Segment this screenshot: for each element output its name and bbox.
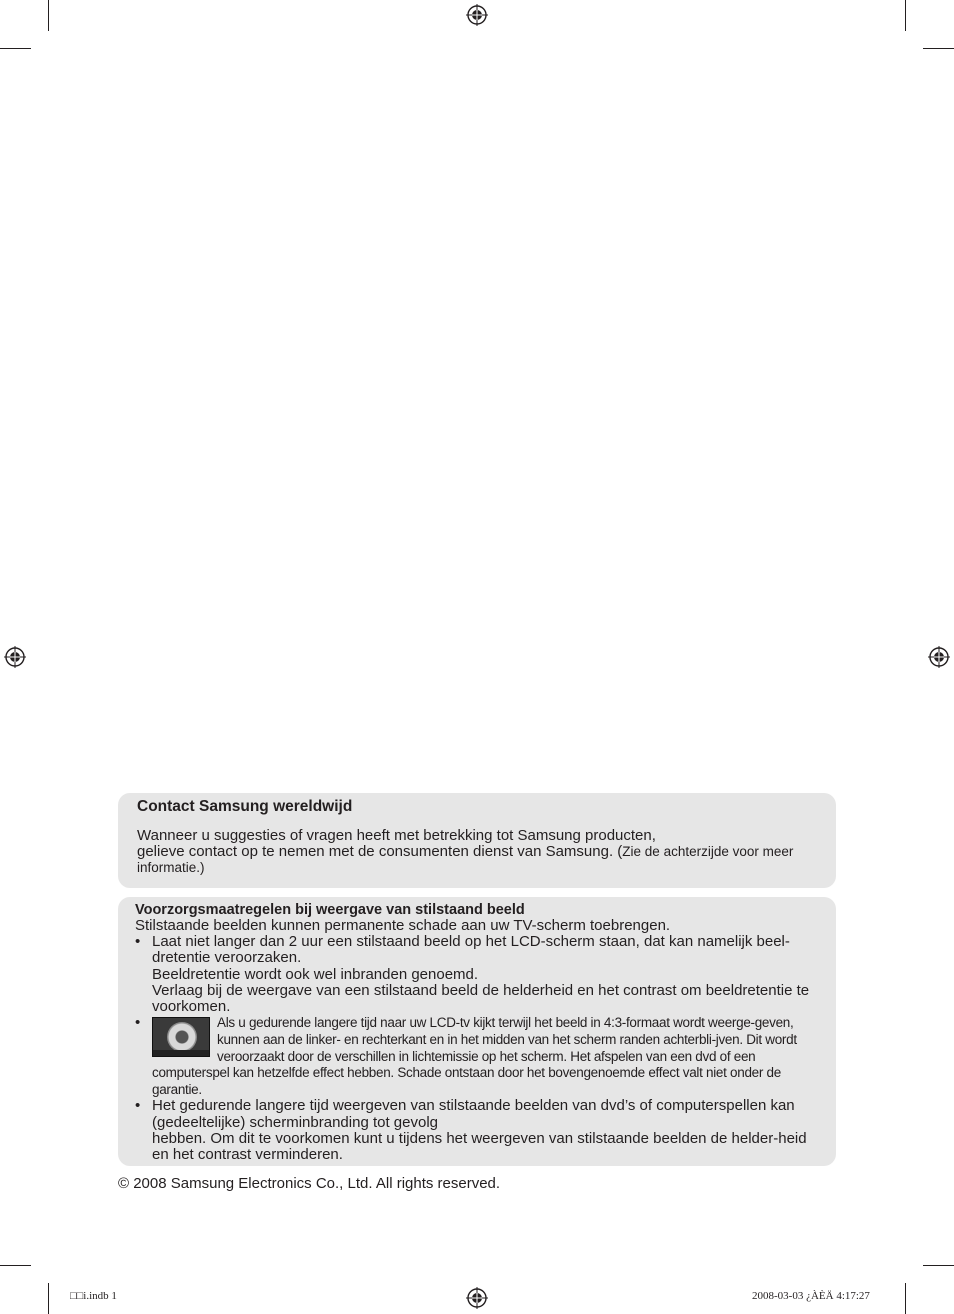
registration-mark-icon: [466, 4, 488, 26]
registration-mark-icon: [928, 646, 950, 668]
precautions-intro: Stilstaande beelden kunnen permanente schade aan uw TV-scherm toebrengen.: [135, 917, 671, 934]
crop-mark-bottom-right-v: [905, 1283, 906, 1314]
contact-line-2-note: Zie de achterzijde voor meer informatie.): [137, 844, 794, 875]
bullet: •: [135, 1014, 140, 1032]
list-item: [135, 1015, 826, 1098]
contact-title: Contact Samsung wereldwijd: [137, 798, 353, 815]
bullet: •: [135, 1097, 141, 1115]
tv-image-thumbnail: [152, 1017, 210, 1057]
copyright-notice: © 2008 Samsung Electronics Co., Ltd. All rights reserved.: [118, 1175, 501, 1192]
crop-mark-bottom-right-h: [923, 1265, 954, 1266]
precautions-panel: [118, 897, 836, 1166]
flower-image-icon: [167, 1022, 197, 1052]
footer-file-name: □□i.indb 1: [70, 1290, 117, 1302]
bullet: •: [135, 933, 141, 950]
bullet-1-line-3: Verlaag bij de weergave van een stilstaand beeld de helderheid en het contrast om beeldretentie te voorkomen.: [152, 981, 810, 1016]
list-item: [135, 1098, 826, 1163]
footer-timestamp: 2008-03-03 ¿ÀÈÄ 4:17:27: [752, 1290, 870, 1302]
crop-mark-bottom-left-v: [48, 1283, 49, 1314]
contact-line-1: Wanneer u suggesties of vragen heeft met betrekking tot Samsung producten,: [137, 827, 656, 844]
contact-text: [137, 828, 826, 876]
registration-mark-icon: [4, 646, 26, 668]
list-item: [135, 934, 826, 1015]
contact-panel: [118, 793, 836, 888]
bullet-1-line-2: Beeldretentie wordt ook wel inbranden genoemd.: [152, 965, 479, 983]
bullet-3-line-2: hebben. Om dit te voorkomen kunt u tijdens het weergeven van stilstaande beelden de helder-heid en het contrast verminderen.: [152, 1130, 807, 1164]
crop-mark-top-left-h: [0, 48, 31, 49]
contact-line-2: gelieve contact op te nemen met de consumenten dienst van Samsung. (: [137, 843, 623, 860]
crop-mark-top-right-v: [905, 0, 906, 31]
bullet-3-line-1: Het gedurende langere tijd weergeven van stilstaande beelden van dvd’s of computerspellen kan (gedeeltelijke) scherminbranding tot gevolg: [152, 1097, 795, 1131]
bullet-2-text: Als u gedurende langere tijd naar uw LCD-tv kijkt terwijl het beeld in 4:3-formaat wordt weerge-geven, kunnen aan de linker- en rechterkant en in het midden van het scherm randen achterbli-jven. Dit wordt veroorzaakt door de verschillen in lichtemissie op het scherm. Het afspelen van een dvd of een computerspel kan hetzelfde effect hebben. Schade ontstaan door het bovengenoemde effect valt niet onder de garantie.: [152, 1015, 797, 1097]
bullet-1-line-1: Laat niet langer dan 2 uur een stilstaand beeld op het LCD-scherm staan, dat kan namelijk beel-dretentie veroorzaken.: [152, 933, 790, 967]
crop-mark-top-right-h: [923, 48, 954, 49]
registration-mark-icon: [466, 1287, 488, 1309]
crop-mark-bottom-left-h: [0, 1265, 31, 1266]
crop-mark-top-left-v: [48, 0, 49, 31]
precautions-title: Voorzorgsmaatregelen bij weergave van stilstaand beeld: [135, 902, 525, 918]
